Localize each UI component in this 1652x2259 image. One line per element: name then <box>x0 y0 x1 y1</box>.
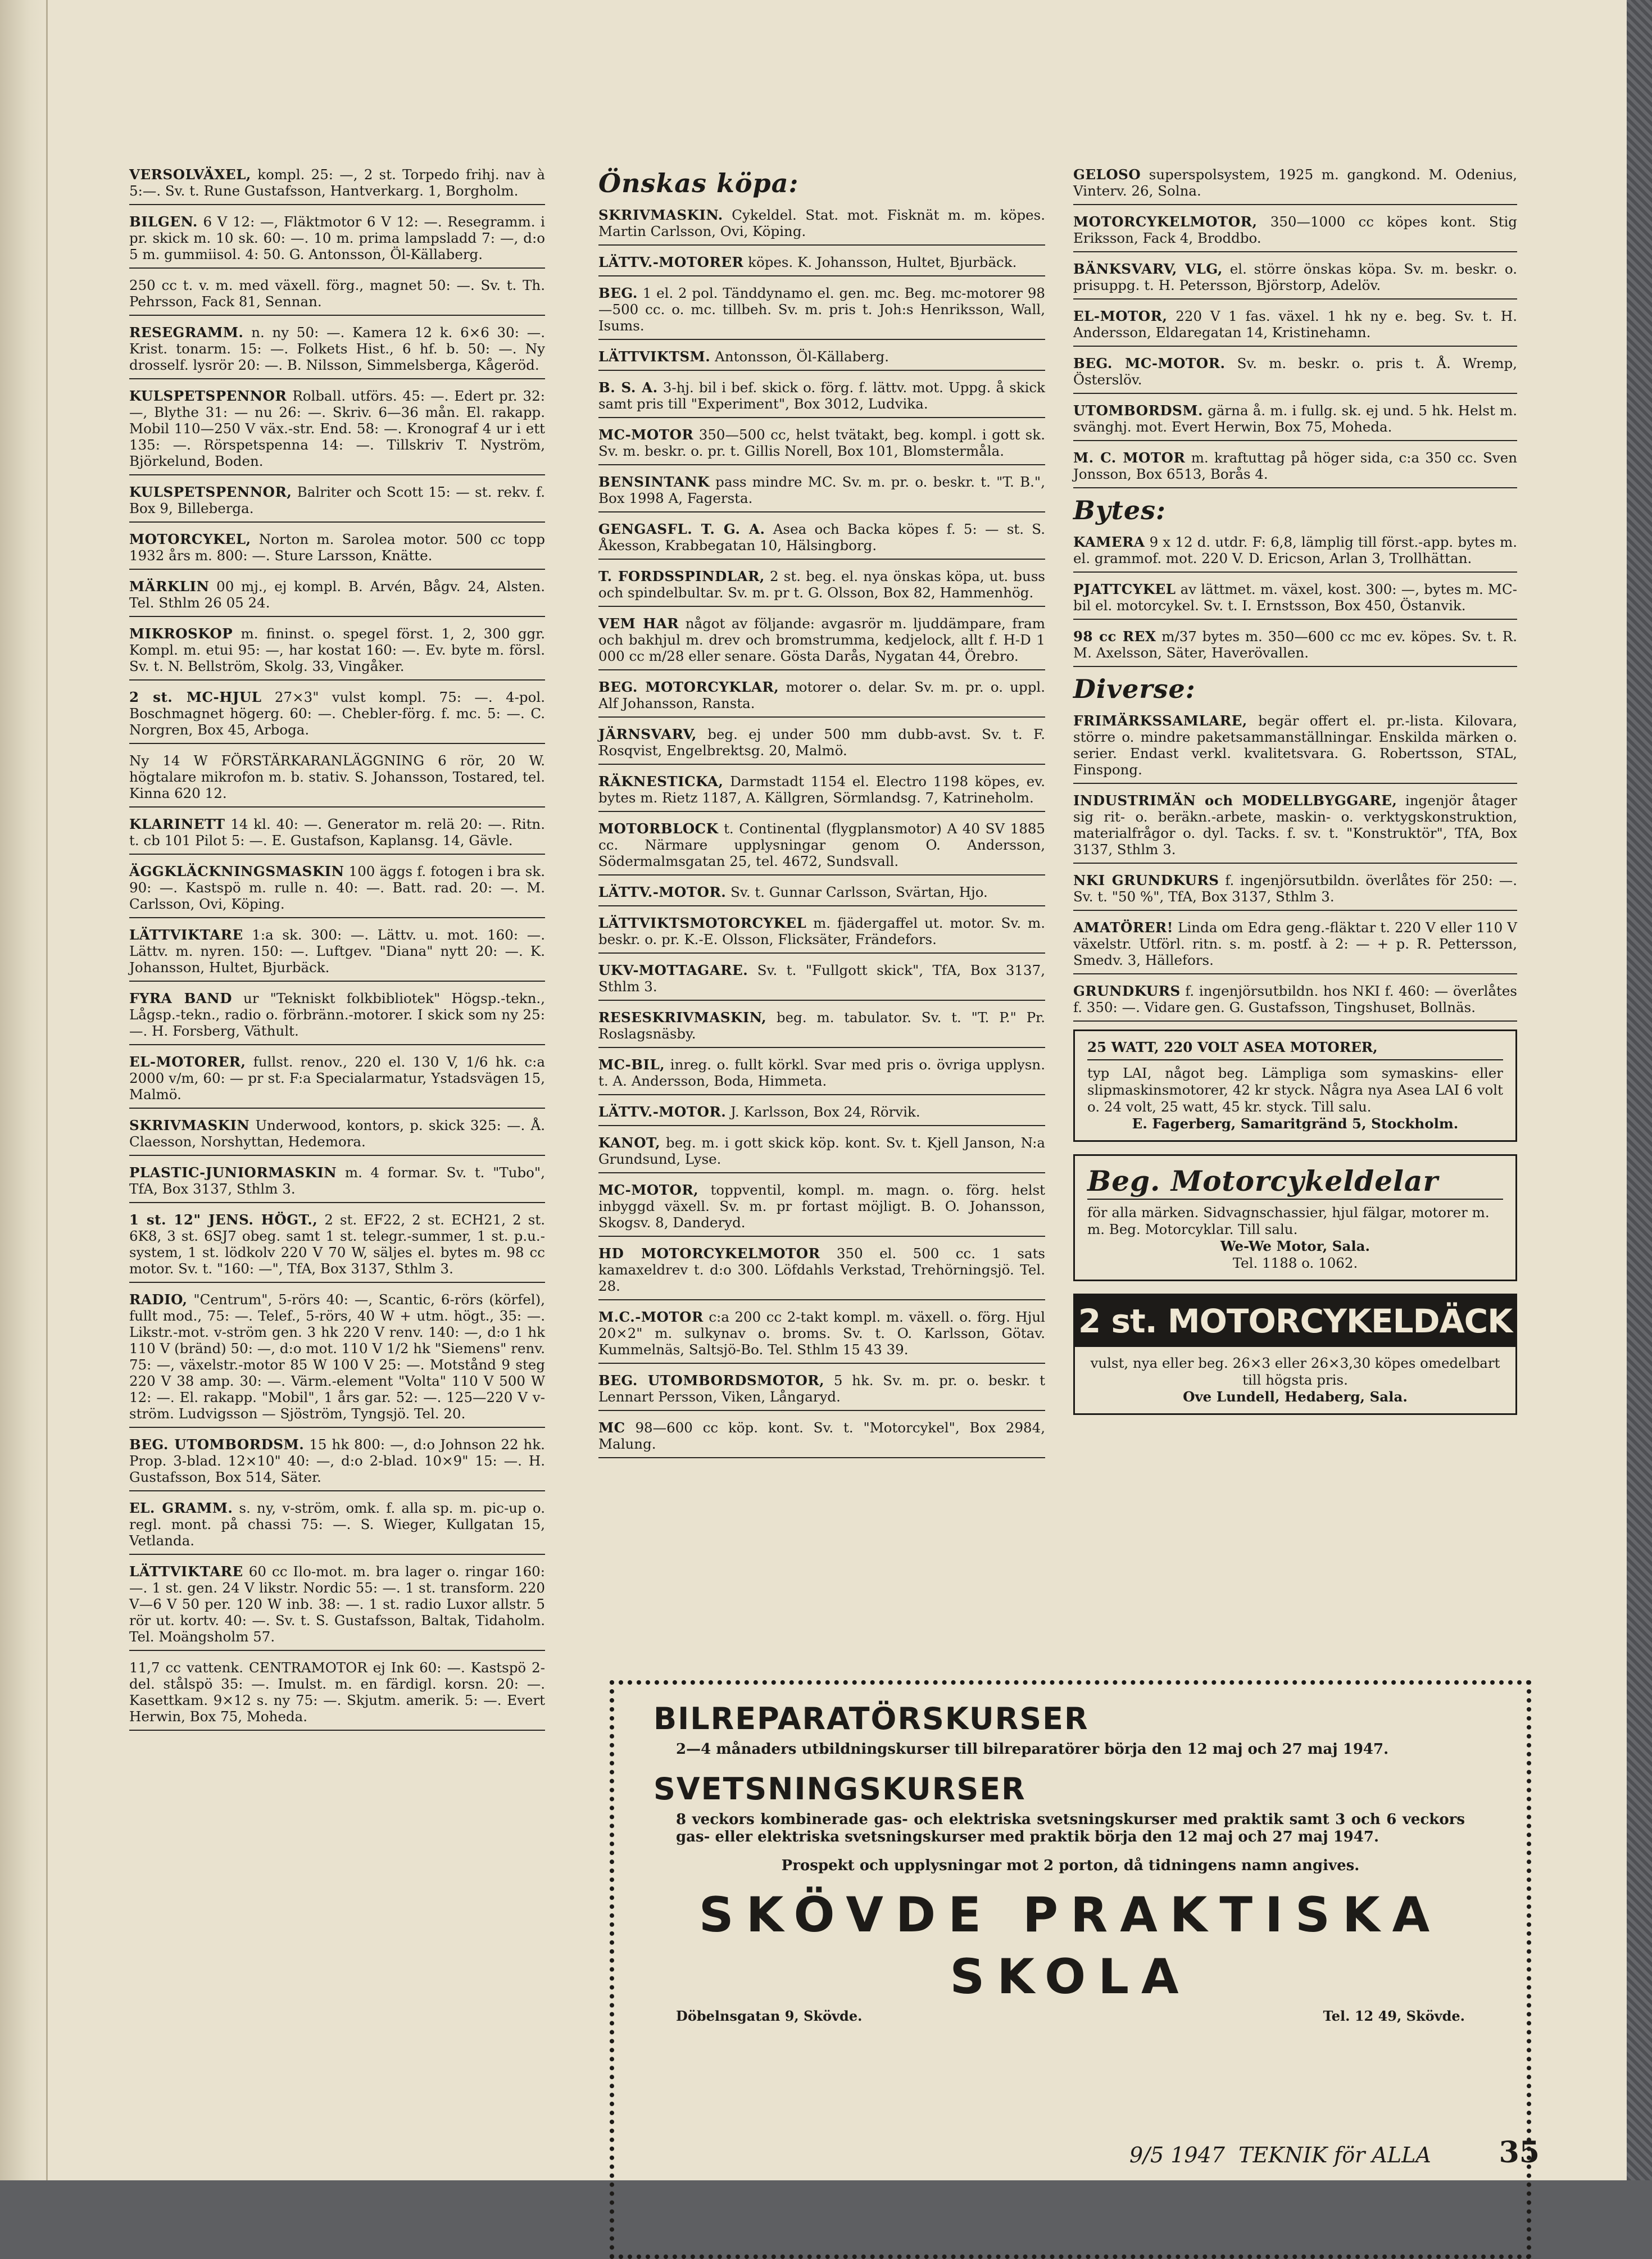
classified-ad <box>1073 625 1517 667</box>
classified-ad <box>129 1114 545 1156</box>
page-fold <box>46 0 48 2180</box>
classified-ad <box>129 686 545 744</box>
ad-text: gärna å. m. i fullg. sk. ej und. 5 hk. Helst m. svänghj. mot. Evert Herwin, Box 75, Moheda. <box>1073 402 1518 435</box>
ad-heading: KULSPETSPENNOR, <box>129 484 292 500</box>
classified-ad <box>129 1050 545 1109</box>
ad-text: kompl. 25: —, 2 st. Torpedo frihj. nav à 5:—. Sv. t. Rune Gustafsson, Hantverkarg. 1, Borgholm. <box>129 166 545 199</box>
ad-heading: VEM HAR <box>598 615 679 632</box>
ad-text: superspolsystem, 1925 m. gangkond. M. Odenius, Vinterv. 26, Solna. <box>1073 166 1518 199</box>
ad-heading: ÄGGKLÄCKNINGSMASKIN <box>129 863 344 879</box>
ad-heading: MÄRKLIN <box>129 578 210 595</box>
ad-heading: UTOMBORDSM. <box>1073 402 1204 419</box>
classified-ad <box>598 1100 1045 1126</box>
classified-ad <box>129 813 545 855</box>
ad-text: beg. ej under 500 mm dubb-avst. Sv. t. F. Rosqvist, Engelbrektsg. 20, Malmö. <box>598 726 1045 759</box>
ad-heading: LÄTTVIKTSMOTORCYKEL <box>598 915 807 931</box>
classified-ad <box>129 274 545 316</box>
ad-heading: GENGASFL. T. G. A. <box>598 521 765 537</box>
ad-heading: MIKROSKOP <box>129 625 233 642</box>
ad-text: Asea och Backa köpes f. 5: — st. S. Åkesson, Krabbegatan 10, Hälsingborg. <box>598 521 1046 554</box>
classified-ad <box>1073 979 1517 1022</box>
ad-text: Cykeldel. Stat. mot. Fisknät m. m. köpes. Martin Carlsson, Ovi, Köping. <box>598 207 1045 239</box>
ad-text: 1 el. 2 pol. Tänddynamo el. gen. mc. Beg. mc-motorer 98—500 cc. o. mc. tillbeh. Sv. m. pris t. Joh:s Henriksson, Wall, Isums. <box>598 285 1045 334</box>
ad-heading: LÄTTVIKTARE <box>129 927 243 943</box>
ad-text: 1:a sk. 300: —. Lättv. u. mot. 160: —. Lättv. m. nyren. 150: —. Luftgev. "Diana" nytt 20: —. K. Johansson, Hultet, Bjurbäck. <box>129 927 545 976</box>
ad-heading: LÄTTVIKTARE <box>129 1563 243 1580</box>
classified-ad <box>598 881 1045 906</box>
tyre-ad-text: vulst, nya eller beg. 26×3 eller 26×3,30 köpes omedelbart till högsta pris. <box>1090 1355 1500 1388</box>
car-repair-course-text: 2—4 månaders utbildningskurser till bilreparatörer börja den 12 maj och 27 maj 1947. <box>676 1741 1389 1758</box>
ad-heading: BENSINTANK <box>598 474 710 490</box>
classified-ad <box>598 345 1045 371</box>
ad-text: inreg. o. fullt körkl. Svar med pris o. övriga upplysn. t. A. Andersson, Boda, Himmeta. <box>598 1056 1045 1089</box>
column-left <box>129 163 545 1736</box>
ad-heading: MOTORCYKELMOTOR, <box>1073 214 1258 230</box>
ad-heading: SKRIVMASKIN <box>129 1117 250 1133</box>
classified-ad <box>598 423 1045 465</box>
classified-ad <box>598 817 1045 876</box>
ad-heading: JÄRNSVARV, <box>598 726 697 742</box>
ad-heading: HD MOTORCYKELMOTOR <box>598 1245 820 1262</box>
ad-heading: RESEGRAMM. <box>129 324 244 341</box>
school-phone: Tel. 12 49, Skövde. <box>1323 2008 1465 2024</box>
ad-text: 220 V 1 fas. växel. 1 hk ny e. beg. Sv. t. H. Andersson, Eldaregatan 14, Kristinehamn. <box>1073 308 1517 341</box>
classified-ad <box>129 622 545 681</box>
ad-heading: EL. GRAMM. <box>129 1500 233 1516</box>
page-footer <box>1129 2135 1540 2170</box>
classified-ad <box>1073 789 1517 864</box>
ad-heading: MC <box>598 1419 625 1436</box>
ad-heading: RESESKRIVMASKIN, <box>598 1009 767 1026</box>
classified-ad <box>598 1305 1045 1364</box>
motorcycle-parts-text: för alla märken. Sidvagnschassier, hjul fälgar, motorer m. m. Beg. Motorcyklar. Till salu. <box>1087 1204 1490 1237</box>
ad-text: pass mindre MC. Sv. m. pr. o. beskr. t. "T. B.", Box 1998 A, Fagersta. <box>598 474 1045 506</box>
ad-heading: LÄTTVIKTSM. <box>598 348 711 365</box>
ad-text: c:a 200 cc 2-takt kompl. m. växell. o. förg. Hjul 20×2" m. sulkynav o. broms. Sv. t. O. Karlsson, Götav. Kummelnäs, Saltsjö-Bo. Tel. Sthlm 15 43 39. <box>598 1309 1046 1358</box>
motorcycle-parts-footer2: Tel. 1188 o. 1062. <box>1232 1255 1358 1271</box>
ad-text: begär offert el. pr.-lista. Kilovara, större o. mindre paketsammanställningar. Enskilda märken o. serier. Endast verkl. kvalitetsvara. G. Robertsson, STAL, Finspong. <box>1073 713 1517 778</box>
ad-text: n. ny 50: —. Kamera 12 k. 6×6 30: —. Krist. tonarm. 15: —. Folkets Hist., 6 hf. b. 50: —. Ny drosself. lysrör 20: —. B. Nilsson, Simmelsberga, Kågeröd. <box>129 324 545 373</box>
ad-text: "Centrum", 5-rörs 40: —, Scantic, 6-rörs (körfel), fullt mod., 75: —. Telef., 5-rörs, 40 W + utm. högt., 35: —. Likstr.-mot. v-ström gen. 3 hk 220 V renv. 140: —, d:o 1 hk 110 V (bränd) 50: —, d:o mot. 110 V 1/2 hk "Siemens" renv. 75: —, växelstr.-motor 85 W 100 V 25: —. Motstånd 9 steg 220 V 38 amp. 30: —. Värm.-element "Volta" 110 V 500 W 12: —. El. rakapp. "Mobil", 1 års gar. 52: —. 125—220 V v-ström. Ludvigsson — Sjöström, Tyngsjö. Tel. 20. <box>129 1291 545 1422</box>
section-misc-heading: Diverse: <box>1073 674 1196 704</box>
ad-heading: 2 st. MC-HJUL <box>129 689 262 705</box>
classified-ad <box>598 911 1045 954</box>
ad-heading: M.C.-MOTOR <box>598 1309 704 1325</box>
classified-ad <box>598 959 1045 1001</box>
classified-ad <box>129 1288 545 1428</box>
ad-heading: T. FORDSSPINDLAR, <box>598 568 765 584</box>
column-middle <box>598 163 1045 1463</box>
ad-heading: SKRIVMASKIN. <box>598 207 723 223</box>
ad-text: 350 el. 500 cc. 1 sats kamaxeldrev t. d:o 300. Löfdahls Verkstad, Trehörningsjö. Tel. 28. <box>598 1245 1045 1294</box>
ad-text: Antonsson, Öl-Källaberg. <box>715 348 889 365</box>
classified-ad <box>1073 530 1517 573</box>
classified-ad <box>598 1131 1045 1173</box>
ad-text: m. kraftuttag på höger sida, c:a 350 cc. Sven Jonsson, Box 6513, Borås 4. <box>1073 450 1518 482</box>
column-right <box>1073 163 1517 1427</box>
motorcycle-parts-footer1: We-We Motor, Sala. <box>1220 1238 1370 1254</box>
school-name: SKÖVDE PRAKTISKA SKOLA <box>698 1887 1442 2005</box>
ad-text: Underwood, kontors, p. skick 325: —. Å. Claesson, Norshyttan, Hedemora. <box>129 1117 545 1150</box>
school-address: Döbelnsgatan 9, Skövde. <box>676 2008 863 2024</box>
ad-text: något av följande: avgasrör m. ljuddämpare, fram och bakhjul m. drev och bromstrumma, kedjelock, allt f. H-D 1 000 cc m/28 eller senare. Gösta Darås, Nygatan 44, Örebro. <box>598 615 1045 664</box>
classified-ad <box>129 1161 545 1203</box>
ad-text: Linda om Edra geng.-fläktar t. 220 V eller 110 V växelstr. Utförl. ritn. s. m. postf. à 2: — + p. R. Pettersson, Smedv. 3, Hällefors. <box>1073 919 1517 968</box>
page-number: 35 <box>1499 2135 1540 2170</box>
car-repair-course-heading: BILREPARATÖRSKURSER <box>653 1701 1089 1736</box>
welding-course-text: 8 veckors kombinerade gas- och elektriska svetsningskurser med praktik samt 3 och 6 veckors gas- eller elektriska svetsningskurser med praktik börja den 12 maj och 27 maj 1947. <box>676 1811 1465 1845</box>
wanted-ads-list <box>598 203 1045 1458</box>
ad-heading: MC-MOTOR <box>598 427 694 443</box>
ad-heading: LÄTTV.-MOTORER <box>598 254 744 270</box>
classified-ad <box>129 210 545 269</box>
classified-ad <box>129 1496 545 1555</box>
motorcycle-parts-heading: Beg. Motorcykeldelar <box>1087 1164 1503 1200</box>
ad-heading: BEG. MC-MOTOR. <box>1073 355 1226 371</box>
welding-course-heading: SVETSNINGSKURSER <box>653 1771 1026 1807</box>
classified-ad <box>1073 210 1517 252</box>
classified-ad <box>1073 163 1517 205</box>
ad-text: 2 st. EF22, 2 st. ECH21, 2 st. 6K8, 3 st. 6SJ7 obeg. samt 1 st. telegr.-summer, 1 st. p.u.-system, 1 st. lödkolv 220 V 70 W, säljes el. bytes m. 98 cc motor. Sv. t. "160: —", TfA, Box 3137, Sthlm 3. <box>129 1212 545 1277</box>
ad-text: 14 kl. 40: —. Generator m. relä 20: —. Ritn. t. cb 101 Pilot 5: —. E. Gustafson, Kaplansg. 14, Gävle. <box>129 816 545 849</box>
ad-text: fullst. renov., 220 el. 130 V, 1/6 hk. c:a 2000 v/m, 60: — pr st. F:a Specialarmatur, Ystadsvägen 15, Malmö. <box>129 1054 545 1103</box>
ad-text: 2 st. beg. el. nya önskas köpa, ut. buss och spindelbultar. Sv. m. pr t. G. Olsson, Box 82, Hammenhög. <box>598 568 1045 601</box>
school-contact <box>676 2008 1465 2024</box>
ad-text: Sv. m. beskr. o. pris t. Å. Wremp, Österslöv. <box>1073 355 1517 388</box>
ad-text: t. Continental (flygplansmotor) A 40 SV 1885 cc. Närmare upplysningar genom O. Andersson, Södermalmsgatan 25, tel. 4672, Sundsvall. <box>598 820 1045 869</box>
ad-heading: FYRA BAND <box>129 990 232 1006</box>
ad-text: Ny 14 W FÖRSTÄRKARANLÄGGNING 6 rör, 20 W. högtalare mikrofon m. b. stativ. S. Johansson, Tostared, tel. Kinna 620 12. <box>129 752 545 801</box>
ad-heading: VERSOLVÄXEL, <box>129 166 251 183</box>
classified-ad <box>598 1053 1045 1095</box>
ad-heading: MC-BIL, <box>598 1056 665 1073</box>
asea-ad-footer: E. Fagerberg, Samaritgränd 5, Stockholm. <box>1132 1115 1459 1132</box>
classified-ad <box>598 770 1045 812</box>
classified-ad <box>129 384 545 475</box>
ad-heading: M. C. MOTOR <box>1073 450 1186 466</box>
classified-ad <box>598 470 1045 512</box>
classified-ad <box>129 749 545 808</box>
ad-heading: BEG. UTOMBORDSMOTOR, <box>598 1372 825 1389</box>
asea-ad-heading: 25 WATT, 220 VOLT ASEA MOTORER, <box>1087 1039 1503 1060</box>
ad-heading: MC-MOTOR, <box>598 1182 699 1198</box>
ad-heading: RÄKNESTICKA, <box>598 773 724 790</box>
classified-ad <box>129 1433 545 1491</box>
ad-text: 350—1000 cc köpes kont. Stig Eriksson, Fack 4, Broddbo. <box>1073 214 1517 246</box>
classified-ad <box>1073 399 1517 441</box>
classified-ad <box>1073 352 1517 394</box>
classified-ad <box>129 923 545 982</box>
classified-ad <box>1073 869 1517 911</box>
classified-ad <box>1073 305 1517 347</box>
ad-heading: INDUSTRIMÄN och MODELLBYGGARE, <box>1073 792 1397 809</box>
ad-text: 6 V 12: —, Fläktmotor 6 V 12: —. Resegramm. i pr. skick m. 10 sk. 60: —. 10 m. prima lampsladd 7: —, d:o 5 m. gummiisol. 4: 50. G. Antonsson, Öl-Källaberg. <box>129 214 545 262</box>
ad-text: m. fininst. o. spegel först. 1, 2, 300 ggr. Kompl. m. etui 95: —, har kostat 160: —. Ev. byte m. försl. Sv. t. N. Bellström, Skolg. 33, Vingåker. <box>129 625 545 674</box>
ad-text: 15 hk 800: —, d:o Johnson 22 hk. Prop. 3-blad. 12×10" 40: —, d:o 2-blad. 10×9" 15: —. H. Gustafsson, Box 514, Säter. <box>129 1436 545 1485</box>
classified-ad <box>598 203 1045 246</box>
prospectus-note: Prospekt och upplysningar mot 2 porton, då tidningens namn angives. <box>781 1857 1360 1874</box>
ad-text: Sv. t. Gunnar Carlsson, Svärtan, Hjo. <box>730 884 988 900</box>
section-exchange-heading: Bytes: <box>1073 495 1167 525</box>
classified-ad <box>129 321 545 379</box>
ad-text: ingenjör åtager sig rit- o. beräkn.-arbete, maskin- o. verktygskonstruktion, materialfrågor o. dyl. Tacks. f. sv. t. "Konstruktör", TfA, Box 3137, Sthlm 3. <box>1073 792 1517 858</box>
ad-text: motorer o. delar. Sv. m. pr. o. uppl. Alf Johansson, Ransta. <box>598 679 1046 711</box>
asea-ad-text: typ LAI, något beg. Lämpliga som symaskins- eller slipmaskinsmotorer, 42 kr styck. Några nya Asea LAI 6 volt o. 24 volt, 25 watt, 45 kr. styck. Till salu. <box>1087 1065 1503 1115</box>
motorcycle-parts-ad <box>1073 1154 1517 1281</box>
ad-text: Balriter och Scott 15: — st. rekv. f. Box 9, Billeberga. <box>129 484 545 516</box>
ad-text: Rolball. utförs. 45: —. Edert pr. 32: —, Blythe 31: — nu 26: —. Skriv. 6—36 mån. El. rakapp. Mobil 110—250 V väx.-str. End. 58: —. Kronograf 4 ur i ett 135: —. Rörspetspenna 14: —. Tillskriv T. Nyström, Björkelund, Boden. <box>129 388 545 469</box>
classified-ad <box>598 1006 1045 1048</box>
ad-heading: BILGEN. <box>129 214 198 230</box>
section-wanted-heading: Önskas köpa: <box>598 168 799 198</box>
classified-ad <box>598 282 1045 340</box>
classified-ad <box>598 723 1045 765</box>
ad-heading: NKI GRUNDKURS <box>1073 872 1219 888</box>
classified-ad <box>598 675 1045 718</box>
ad-heading: AMATÖRER! <box>1073 919 1174 936</box>
classified-ad <box>1073 916 1517 974</box>
ad-text: Sv. t. "Fullgott skick", TfA, Box 3137, Sthlm 3. <box>598 962 1045 995</box>
asea-motor-ad <box>1073 1029 1517 1142</box>
ad-heading: 98 cc REX <box>1073 628 1156 645</box>
classified-ad <box>1073 257 1517 300</box>
background-edge <box>1627 0 1652 2180</box>
ad-text: toppventil, kompl. m. magn. o. förg. helst inbyggd växell. Sv. m. pr fortast möjligt. B. O. Johansson, Skogsv. 8, Danderyd. <box>598 1182 1045 1231</box>
right-ads-list <box>1073 163 1517 488</box>
ad-text: köpes. K. Johansson, Hultet, Bjurbäck. <box>748 254 1017 270</box>
classified-ad <box>598 251 1045 276</box>
classified-ad <box>129 1208 545 1283</box>
classified-ad <box>1073 709 1517 784</box>
classified-ad <box>129 480 545 523</box>
ad-heading: LÄTTV.-MOTOR. <box>598 884 727 900</box>
classified-ad <box>129 528 545 570</box>
ad-heading: KULSPETSPENNOR <box>129 388 287 404</box>
classified-ad <box>598 1416 1045 1458</box>
ad-text: 9 x 12 d. utdr. F: 6,8, lämplig till först.-app. bytes m. el. grammof. mot. 220 V. D. Ericson, Arlan 3, Trollhättan. <box>1073 534 1517 566</box>
ad-heading: GRUNDKURS <box>1073 983 1181 999</box>
ad-heading: KLARINETT <box>129 816 225 832</box>
ad-heading: B. S. A. <box>598 379 658 396</box>
ad-text: s. ny, v-ström, omk. f. alla sp. m. pic-up o. regl. mont. på chassi 75: —. S. Wieger, Kullgatan 15, Vetlanda. <box>129 1500 546 1549</box>
ad-text: f. ingenjörsutbildn. överlåtes för 250: —. Sv. t. "50 %", TfA, Box 3137, Sthlm 3. <box>1073 872 1518 905</box>
ad-text: 98—600 cc köp. kont. Sv. t. "Motorcykel", Box 2984, Malung. <box>598 1419 1045 1452</box>
ad-heading: EL-MOTOR, <box>1073 308 1168 324</box>
ad-text: 60 cc Ilo-mot. m. bra lager o. ringar 160: —. 1 st. gen. 24 V likstr. Nordic 55: —. 1 st. transform. 220 V—6 V 50 per. 120 W inb. 38: —. 1 st. radio Luxor allstr. 5 rör ut. kortv. 40: —. Sv. t. S. Gustafsson, Baltak, Tidaholm. Tel. Moängsholm 57. <box>129 1563 546 1645</box>
ad-text: m. fjädergaffel ut. motor. Sv. m. beskr. o. pr. K.-E. Olsson, Flicksäter, Frändefors. <box>598 915 1045 947</box>
ad-heading: BEG. UTOMBORDSM. <box>129 1436 305 1453</box>
ad-text: beg. m. tabulator. Sv. t. "T. P." Pr. Roslagsnäsby. <box>598 1009 1045 1042</box>
ad-text: 00 mj., ej kompl. B. Arvén, Bågv. 24, Alsten. Tel. Sthlm 26 05 24. <box>129 578 545 611</box>
tyre-ad-footer: Ove Lundell, Hedaberg, Sala. <box>1183 1389 1408 1405</box>
classified-ad <box>598 565 1045 607</box>
ad-heading: FRIMÄRKSSAMLARE, <box>1073 713 1247 729</box>
classified-ad <box>129 1560 545 1651</box>
tyre-ad <box>1073 1294 1517 1415</box>
classified-ad <box>1073 446 1517 488</box>
classified-ad <box>129 987 545 1045</box>
classified-ad <box>598 376 1045 418</box>
classified-ad <box>598 612 1045 670</box>
ad-heading: KAMERA <box>1073 534 1145 550</box>
misc-ads-list <box>1073 709 1517 1022</box>
ad-text: 27×3" vulst kompl. 75: —. 4-pol. Boschmagnet högerg. 60: —. Chebler-förg. f. mc. 5: —. C. Norgren, Box 45, Arboga. <box>129 689 545 738</box>
ad-heading: KANOT, <box>598 1135 661 1151</box>
ad-text: 5 hk. Sv. m. pr. o. beskr. t Lennart Persson, Viken, Långaryd. <box>598 1372 1045 1405</box>
exchange-ads-list <box>1073 530 1517 667</box>
ad-text: 100 äggs f. fotogen i bra sk. 90: —. Kastspö m. rulle n. 40: —. Batt. rad. 20: —. M. Carlsson, Ovi, Köping. <box>129 863 545 912</box>
ad-text: 3-hj. bil i bef. skick o. förg. f. lättv. mot. Uppg. å skick samt pris till "Experiment", Box 3012, Ludvika. <box>598 379 1045 412</box>
ad-heading: LÄTTV.-MOTOR. <box>598 1104 727 1120</box>
ad-text: J. Karlsson, Box 24, Rörvik. <box>730 1104 920 1120</box>
ad-heading: BÄNKSVARV, VLG, <box>1073 261 1223 277</box>
classified-ad <box>598 1369 1045 1411</box>
classified-ad <box>598 1178 1045 1237</box>
classified-ad <box>598 518 1045 560</box>
ad-heading: PJATTCYKEL <box>1073 581 1176 597</box>
ad-heading: RADIO, <box>129 1291 188 1308</box>
ad-heading: BEG. MOTORCYKLAR, <box>598 679 779 695</box>
classified-ad <box>129 1656 545 1731</box>
page-spine <box>0 0 48 2180</box>
ad-heading: BEG. <box>598 285 638 301</box>
ad-heading: UKV-MOTTAGARE. <box>598 962 748 978</box>
classified-ad <box>598 1242 1045 1300</box>
ad-text: 11,7 cc vattenk. CENTRAMOTOR ej Ink 60: —. Kastspö 2-del. stålspö 35: —. Imulst. m. en färdigl. korsn. 20: —. Kasettkam. 9×12 s. ny 75: —. Skjutm. amerik. 5: —. Evert Herwin, Box 75, Moheda. <box>129 1659 545 1725</box>
ad-text: Norton m. Sarolea motor. 500 cc topp 1932 års m. 800: —. Sture Larsson, Knätte. <box>129 531 545 564</box>
ad-text: m. 4 formar. Sv. t. "Tubo", TfA, Box 3137, Sthlm 3. <box>129 1164 545 1197</box>
ad-text: Darmstadt 1154 el. Electro 1198 köpes, ev. bytes m. Rietz 1187, A. Källgren, Sörmlandsg. 7, Katrineholm. <box>598 773 1045 806</box>
tyre-ad-heading: 2 st. MOTORCYKELDÄCK <box>1075 1295 1515 1347</box>
ad-heading: MOTORCYKEL, <box>129 531 251 547</box>
ad-heading: EL-MOTORER, <box>129 1054 246 1070</box>
ad-text: el. större önskas köpa. Sv. m. beskr. o. prisuppg. t. H. Petersson, Björstorp, Adelöv. <box>1073 261 1518 293</box>
classified-ad <box>129 860 545 918</box>
ad-text: beg. m. i gott skick köp. kont. Sv. t. Kjell Janson, N:a Grundsund, Lyse. <box>598 1135 1045 1167</box>
classified-ad <box>1073 578 1517 620</box>
ad-text: 350—500 cc, helst tvätakt, beg. kompl. i gott sk. Sv. m. beskr. o. pr. t. Gillis Norell, Box 101, Blomstermåla. <box>598 427 1045 459</box>
classified-ad <box>129 575 545 617</box>
issue-line: 9/5 1947 TEKNIK för ALLA <box>1129 2143 1431 2167</box>
ad-text: ur "Tekniskt folkbibliotek" Högsp.-tekn., Lågsp.-tekn., radio o. förbränn.-motorer. I skick som ny 25: —. H. Forsberg, Väthult. <box>129 990 545 1039</box>
classified-ad <box>129 163 545 205</box>
school-advertisement <box>610 1680 1531 2259</box>
ad-text: m/37 bytes m. 350—600 cc mc ev. köpes. Sv. t. R. M. Axelsson, Säter, Haverövallen. <box>1073 628 1517 661</box>
ad-text: av lättmet. m. växel, kost. 300: —, bytes m. MC-bil el. motorcykel. Sv. t. I. Ernstsson, Box 450, Östanvik. <box>1073 581 1517 614</box>
ad-heading: MOTORBLOCK <box>598 820 719 837</box>
ad-heading: GELOSO <box>1073 166 1141 183</box>
ad-heading: PLASTIC-JUNIORMASKIN <box>129 1164 337 1181</box>
ad-heading: 1 st. 12" JENS. HÖGT., <box>129 1212 318 1228</box>
ad-text: 250 cc t. v. m. med växell. förg., magnet 50: —. Sv. t. Th. Pehrsson, Fack 81, Sennan. <box>129 277 545 310</box>
ad-text: f. ingenjörsutbildn. hos NKI f. 460: — överlåtes f. 350: —. Vidare gen. G. Gustafsson, Tingshuset, Bollnäs. <box>1073 983 1517 1015</box>
